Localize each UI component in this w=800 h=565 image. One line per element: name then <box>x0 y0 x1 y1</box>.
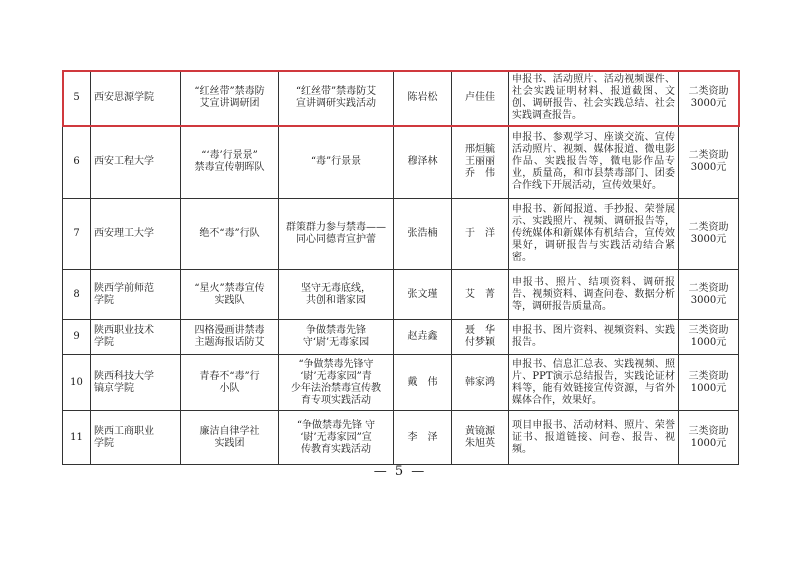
team-text: “星火”禁毒宣传 实践队 <box>194 282 265 306</box>
leader-text: 赵垚鑫 <box>407 331 438 342</box>
cell-no <box>63 411 91 465</box>
cell-grade <box>679 71 739 126</box>
table-row <box>63 126 739 199</box>
cell-teacher <box>452 355 509 411</box>
award-table <box>62 70 739 465</box>
materials-text: 申报书、信息汇总表、实践视频、照片、PPT演示总结报告，实践论证材料等，能有效链接宣传资源，与省外媒体合作，效果好。 <box>512 358 675 406</box>
grade-text: 二类资助 3000元 <box>688 150 729 173</box>
cell-school <box>91 126 181 199</box>
no-text: 11 <box>70 431 83 443</box>
cell-materials <box>509 320 679 355</box>
school-text: 陕西工商职业 学院 <box>94 425 154 449</box>
table-row <box>63 411 739 465</box>
cell-no <box>63 71 91 126</box>
materials-text: 申报书、活动照片、活动视频课件、社会实践证明材料、报道截图、文创、调研报告、社会实践总结、社会实践调查报告。 <box>512 74 675 121</box>
teacher-text: 艾 菁 <box>465 288 495 300</box>
table-row <box>63 320 739 355</box>
cell-leader <box>394 320 452 355</box>
project-text: “毒”行景景 <box>310 156 362 167</box>
cell-teacher <box>452 270 509 320</box>
project-text: “争做禁毒先锋 守 ‘尉’无毒家园”宣 传教育实践活动 <box>296 419 376 455</box>
cell-project <box>279 270 394 320</box>
cell-teacher <box>452 199 509 270</box>
cell-school <box>91 355 181 411</box>
teacher-text: 邢烜毓 王丽丽 乔 伟 <box>465 144 495 179</box>
cell-school <box>91 71 181 126</box>
team-text: 绝不“毒”行队 <box>199 228 260 239</box>
grade-text: 二类资助 3000元 <box>688 86 729 109</box>
cell-materials <box>509 71 679 126</box>
teacher-text: 黄镜源 朱旭英 <box>465 425 495 449</box>
cell-teacher <box>452 411 509 465</box>
project-text: 争做禁毒先锋 守‘尉’无毒家园 <box>302 325 370 348</box>
cell-grade <box>679 126 739 199</box>
cell-teacher <box>452 126 509 199</box>
grade-text: 三类资助 1000元 <box>688 325 729 348</box>
grade-text: 二类资助 3000元 <box>688 282 729 306</box>
materials-text: 申报书、新闻报道、手抄报、荣誉展示、实践照片、视频、调研报告等，传统媒体和新媒体有机结合，宣传效果好，调研报告与实践活动结合紧密。 <box>512 204 675 263</box>
cell-project <box>279 71 394 126</box>
grade-text: 三类资助 1000元 <box>688 370 729 394</box>
cell-grade <box>679 355 739 411</box>
cell-school <box>91 270 181 320</box>
cell-school <box>91 320 181 355</box>
cell-grade <box>679 320 739 355</box>
cell-team <box>181 411 279 465</box>
cell-team <box>181 355 279 411</box>
leader-text: 李 泽 <box>407 431 438 443</box>
cell-team <box>181 126 279 199</box>
cell-leader <box>394 411 452 465</box>
cell-grade <box>679 199 739 270</box>
cell-project <box>279 126 394 199</box>
cell-leader <box>394 71 452 126</box>
cell-no <box>63 126 91 199</box>
cell-materials <box>509 199 679 270</box>
teacher-text: 聂 华 付梦颖 <box>465 325 495 348</box>
leader-text: 穆泽林 <box>407 156 438 167</box>
table-row <box>63 270 739 320</box>
cell-no <box>63 355 91 411</box>
team-text: 青春不“毒”行 小队 <box>199 370 260 394</box>
school-text: 西安工程大学 <box>94 156 154 167</box>
cell-no <box>63 320 91 355</box>
school-text: 西安理工大学 <box>94 228 154 239</box>
cell-project <box>279 320 394 355</box>
table-row <box>63 71 739 126</box>
school-text: 西安思源学院 <box>94 92 154 103</box>
table-body <box>63 71 739 465</box>
cell-materials <box>509 126 679 199</box>
cell-leader <box>394 270 452 320</box>
leader-text: 张文瑾 <box>407 288 438 300</box>
teacher-text: 于 洋 <box>465 228 495 239</box>
team-text: 廉洁自律学社 实践团 <box>199 425 260 449</box>
cell-project <box>279 199 394 270</box>
cell-materials <box>509 270 679 320</box>
grade-text: 三类资助 1000元 <box>688 425 729 449</box>
no-text: 6 <box>73 156 80 167</box>
cell-school <box>91 411 181 465</box>
no-text: 10 <box>70 376 83 388</box>
school-text: 陕西职业技术 学院 <box>94 325 154 348</box>
materials-text: 项目申报书、活动材料、照片、荣誉证书、报道链接、问卷、报告、视频。 <box>512 419 675 455</box>
table-row <box>63 199 739 270</box>
table-row <box>63 355 739 411</box>
page-number: — 5 — <box>373 464 427 479</box>
leader-text: 戴 伟 <box>407 376 438 388</box>
cell-team <box>181 270 279 320</box>
no-text: 7 <box>73 228 80 239</box>
project-text: “红丝带”禁毒防艾 宣讲调研实践活动 <box>295 86 377 109</box>
cell-grade <box>679 270 739 320</box>
no-text: 5 <box>73 92 80 103</box>
cell-team <box>181 320 279 355</box>
grade-text: 二类资助 3000元 <box>688 222 729 245</box>
cell-leader <box>394 126 452 199</box>
cell-materials <box>509 411 679 465</box>
cell-team <box>181 199 279 270</box>
leader-text: 陈岩松 <box>407 92 438 103</box>
leader-text: 张浩楠 <box>407 228 438 239</box>
project-text: 群策群力参与禁毒——同心同德青宣护蕾 <box>286 222 386 245</box>
cell-project <box>279 411 394 465</box>
no-text: 9 <box>73 331 80 342</box>
cell-materials <box>509 355 679 411</box>
project-text: 坚守无毒底线， 共创和谐家园 <box>301 282 371 306</box>
team-text: “‘毒’行景景” 禁毒宣传朝晖队 <box>194 150 265 173</box>
cell-grade <box>679 411 739 465</box>
cell-team <box>181 71 279 126</box>
materials-text: 申报书、图片资料、视频资料、实践报告。 <box>512 325 675 348</box>
cell-leader <box>394 355 452 411</box>
teacher-text: 卢佳佳 <box>465 92 495 103</box>
school-text: 陕西科技大学 镐京学院 <box>94 370 154 394</box>
cell-no <box>63 270 91 320</box>
cell-leader <box>394 199 452 270</box>
cell-project <box>279 355 394 411</box>
teacher-text: 韩家鸿 <box>465 376 495 388</box>
team-text: 四格漫画讲禁毒 主题海报话防艾 <box>194 325 265 348</box>
school-text: 陕西学前师范 学院 <box>94 282 154 306</box>
no-text: 8 <box>73 288 80 300</box>
materials-text: 申报书、参观学习、座谈交流、宣传活动照片、视频、媒体报道、微电影作品、实践报告等，微电影作品专业，质量高，和市县禁毒部门、团委合作线下开展活动，宣传效果好。 <box>512 132 675 191</box>
cell-teacher <box>452 320 509 355</box>
materials-text: 申报书、照片、结项资料、调研报告、视频资料、调查问卷、数据分析等，调研报告质量高。 <box>512 276 675 312</box>
cell-no <box>63 199 91 270</box>
project-text: “争做禁毒先锋守 ‘尉’无毒家园”青 少年法治禁毒宣传教 育专项实践活动 <box>291 358 381 406</box>
cell-school <box>91 199 181 270</box>
team-text: “红丝带”禁毒防 艾宣讲调研团 <box>194 86 265 109</box>
cell-teacher <box>452 71 509 126</box>
